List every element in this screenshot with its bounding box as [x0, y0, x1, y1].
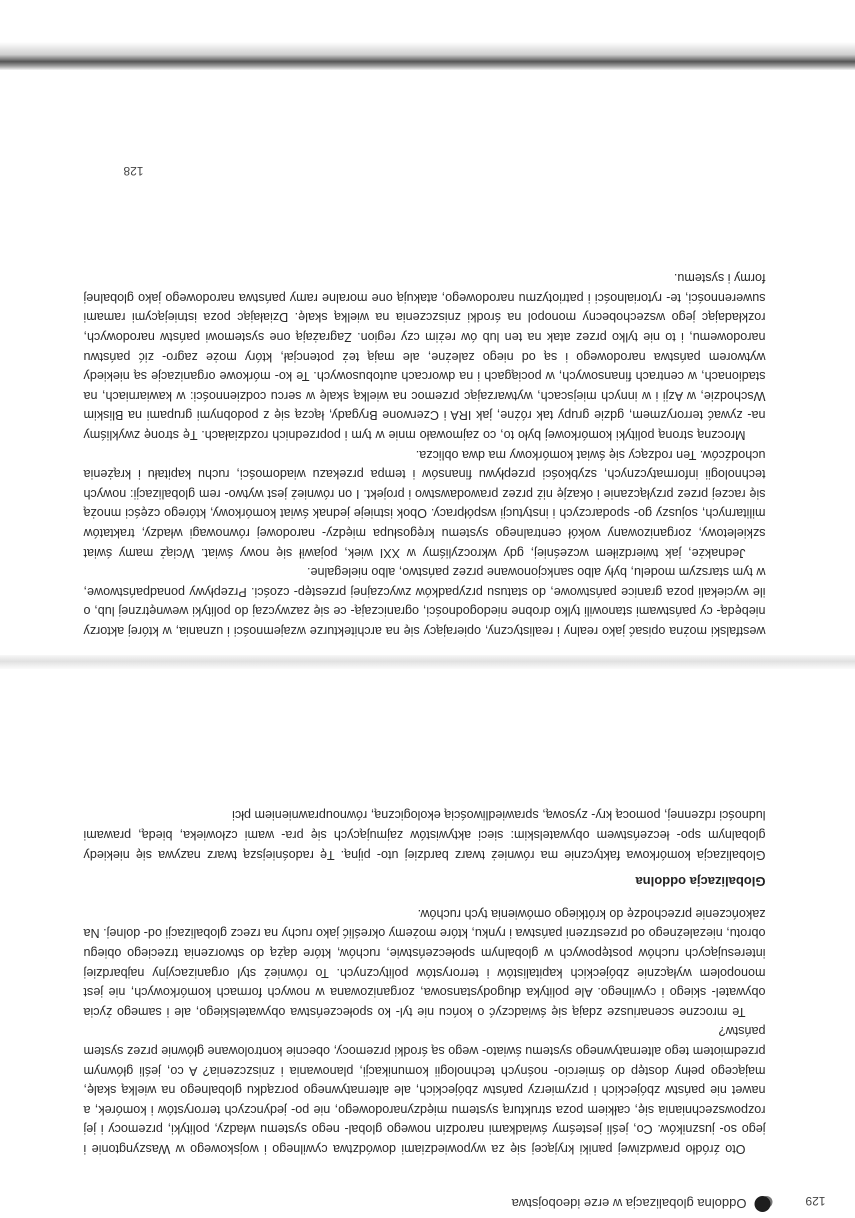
section-heading: Globalizacja oddolna [634, 874, 765, 890]
paragraph: westfalski można opisać jako realny i realistyczny, opierający się na architekturze wzajemności i uznania, w której aktorzy niebędą- cy państwami stanowili tylko drobne niedogodności, ograniczają- ce się zazwyczaj do polityki wewnętrznej lub, o ile wyciekali poza granice państwowe, do statusu przypadków zwyczajnej przestęp- czości. Przepływy ponadpaństwowe, w tym starszym modelu, były albo sankcjonowane przez państwo, albo nielegalne. [83, 565, 765, 638]
paragraph: Te mroczne scenariusze zdają się świadczyć o końcu nie tyl- ko społeczeństwa obywatelskiego, ale i samego życia obywatel- skiego i cywilnego. Ale polityka długodystansowa, zorganizowana w nowych formach komórkowych, nie jest monopolem wyłącznie zbójeckich kapitalistów i terrorystów politycznych. To również styl organizacyjny najbardziej interesujących ruchów postępowych w globalnym społeczeństwie, ruchów, które dążą do stworzenia trzeciego obiegu obrotu, niezależnego od przestrzeni państwa i rynku, które możemy określić jako ruchy na rzecz globalizacji od- dolnej. Na zakończenie przechodzę do krótkiego omówienia tych ruchów. [83, 906, 765, 1019]
page-128 [0, 80, 855, 660]
page-128-text-column [83, 268, 765, 640]
paragraph: Globalizacja komórkowa faktycznie ma również twarz bardziej uto- pijną. Tę radośniejszą twarz nazywa się niekiedy globalnym spo- łeczeństwem obywatelskim: sieci aktywistów zajmujących się pra- wami człowieka, biedą, prawami ludności rdzennej, pomocą kry- zysową, sprawiedliwością ekologiczną, równouprawnieniem płci [83, 808, 765, 862]
page-129-text-column [83, 805, 765, 1158]
running-head [511, 1196, 770, 1212]
scan-edge-shadow [0, 0, 855, 70]
page-128-rotated-content [0, 80, 855, 660]
paragraph: Oto źródło prawdziwej paniki kryjącej się za wypowiedziami dowództwa cywilnego i wojskowego w Waszyngtonie i jego so- juszników. Co, jeśli jesteśmy świadkami narodzin nowego global- nego systemu władzy, polityki, przemocy i jej rozpowszechniania się, całkiem poza strukturą systemu międzynarodowego, nie po- jedynczych terrorystów i komórek, a nawet nie państw zbójeckich i przymierzy państw zbójeckich, ale alternatywnego porządku globalnego na wielką skalę, mającego pełny dostęp do śmiercio- nośnych technologii komunikacji, planowania i zniszczenia? A co, jeśli głównym przedmiotem tego alternatywnego systemu świato- wego są środki przemocy, obecnie kontrolowane głównie przez system państw? [83, 1024, 765, 1156]
running-head-bullet-icon [754, 1196, 770, 1212]
page-number: 128 [122, 164, 143, 178]
page-129 [0, 664, 855, 1218]
page-129-rotated-content [0, 664, 855, 1218]
paragraph: Mroczną stroną polityki komórkowej było to, co zajmowało mnie w tym i poprzednich rozdziałach. Tę stronę zwykliśmy na- zywać terroryzmem, gdzie grupy tak różne, jak IRA i Czerwone Brygady, łączą się z podobnymi grupami na Bliskim Wschodzie, w Azji i w innych miejscach, wytwarzając przemoc na wielką skalę w sercu codzienności: w kawiarniach, na stadionach, w centrach finansowych, w pociągach i na dworcach autobusowych. Te ko- mórkowe organizacje są niekiedy wytworem państwa narodowego i są od niego zależne, ale mają też potencjał, który może zagro- zić państwu narodowemu, i to nie tylko przez atak na ten lub ów reżim czy region. Zagrażają one systemowi państw narodowych, rozkładając jego wszechobecny monopol na środki zniszczenia na wielką skalę. Działając poza istniejącymi ramami suwerenności, te- rytorialności i patriotyzmu narodowego, atakują one moralne ramy państwa narodowego jako globalnej formy i systemu. [83, 271, 765, 443]
paragraph: Jednakże, jak twierdziłem wcześniej, gdy wkroczyliśmy w XXI wiek, pojawił się nowy świat. Wciąż mamy świat szkieletowy, zorganizowany wokół centralnego systemu kręgosłupa między- narodowej równowagi władzy, traktatów militarnych, sojuszy go- spodarczych i instytucji współpracy. Obok istnieje jednak świat komórkowy, którego części mnożą się raczej przez przyłączanie i okazję niż przez prawodawstwo i projekt. I on również jest wytwo- rem globalizacji: nowych technologii informatycznych, szybkości przepływu finansów i tempa przekazu wiadomości, ruchu kapitału i krążenia uchodźców. Ten rodzący się świat komórkowy ma dwa oblicza. [83, 447, 765, 560]
running-head-title: Oddolna globalizacja w erze ideobojstwa [511, 1196, 746, 1212]
page-number: 129 [804, 1194, 825, 1208]
